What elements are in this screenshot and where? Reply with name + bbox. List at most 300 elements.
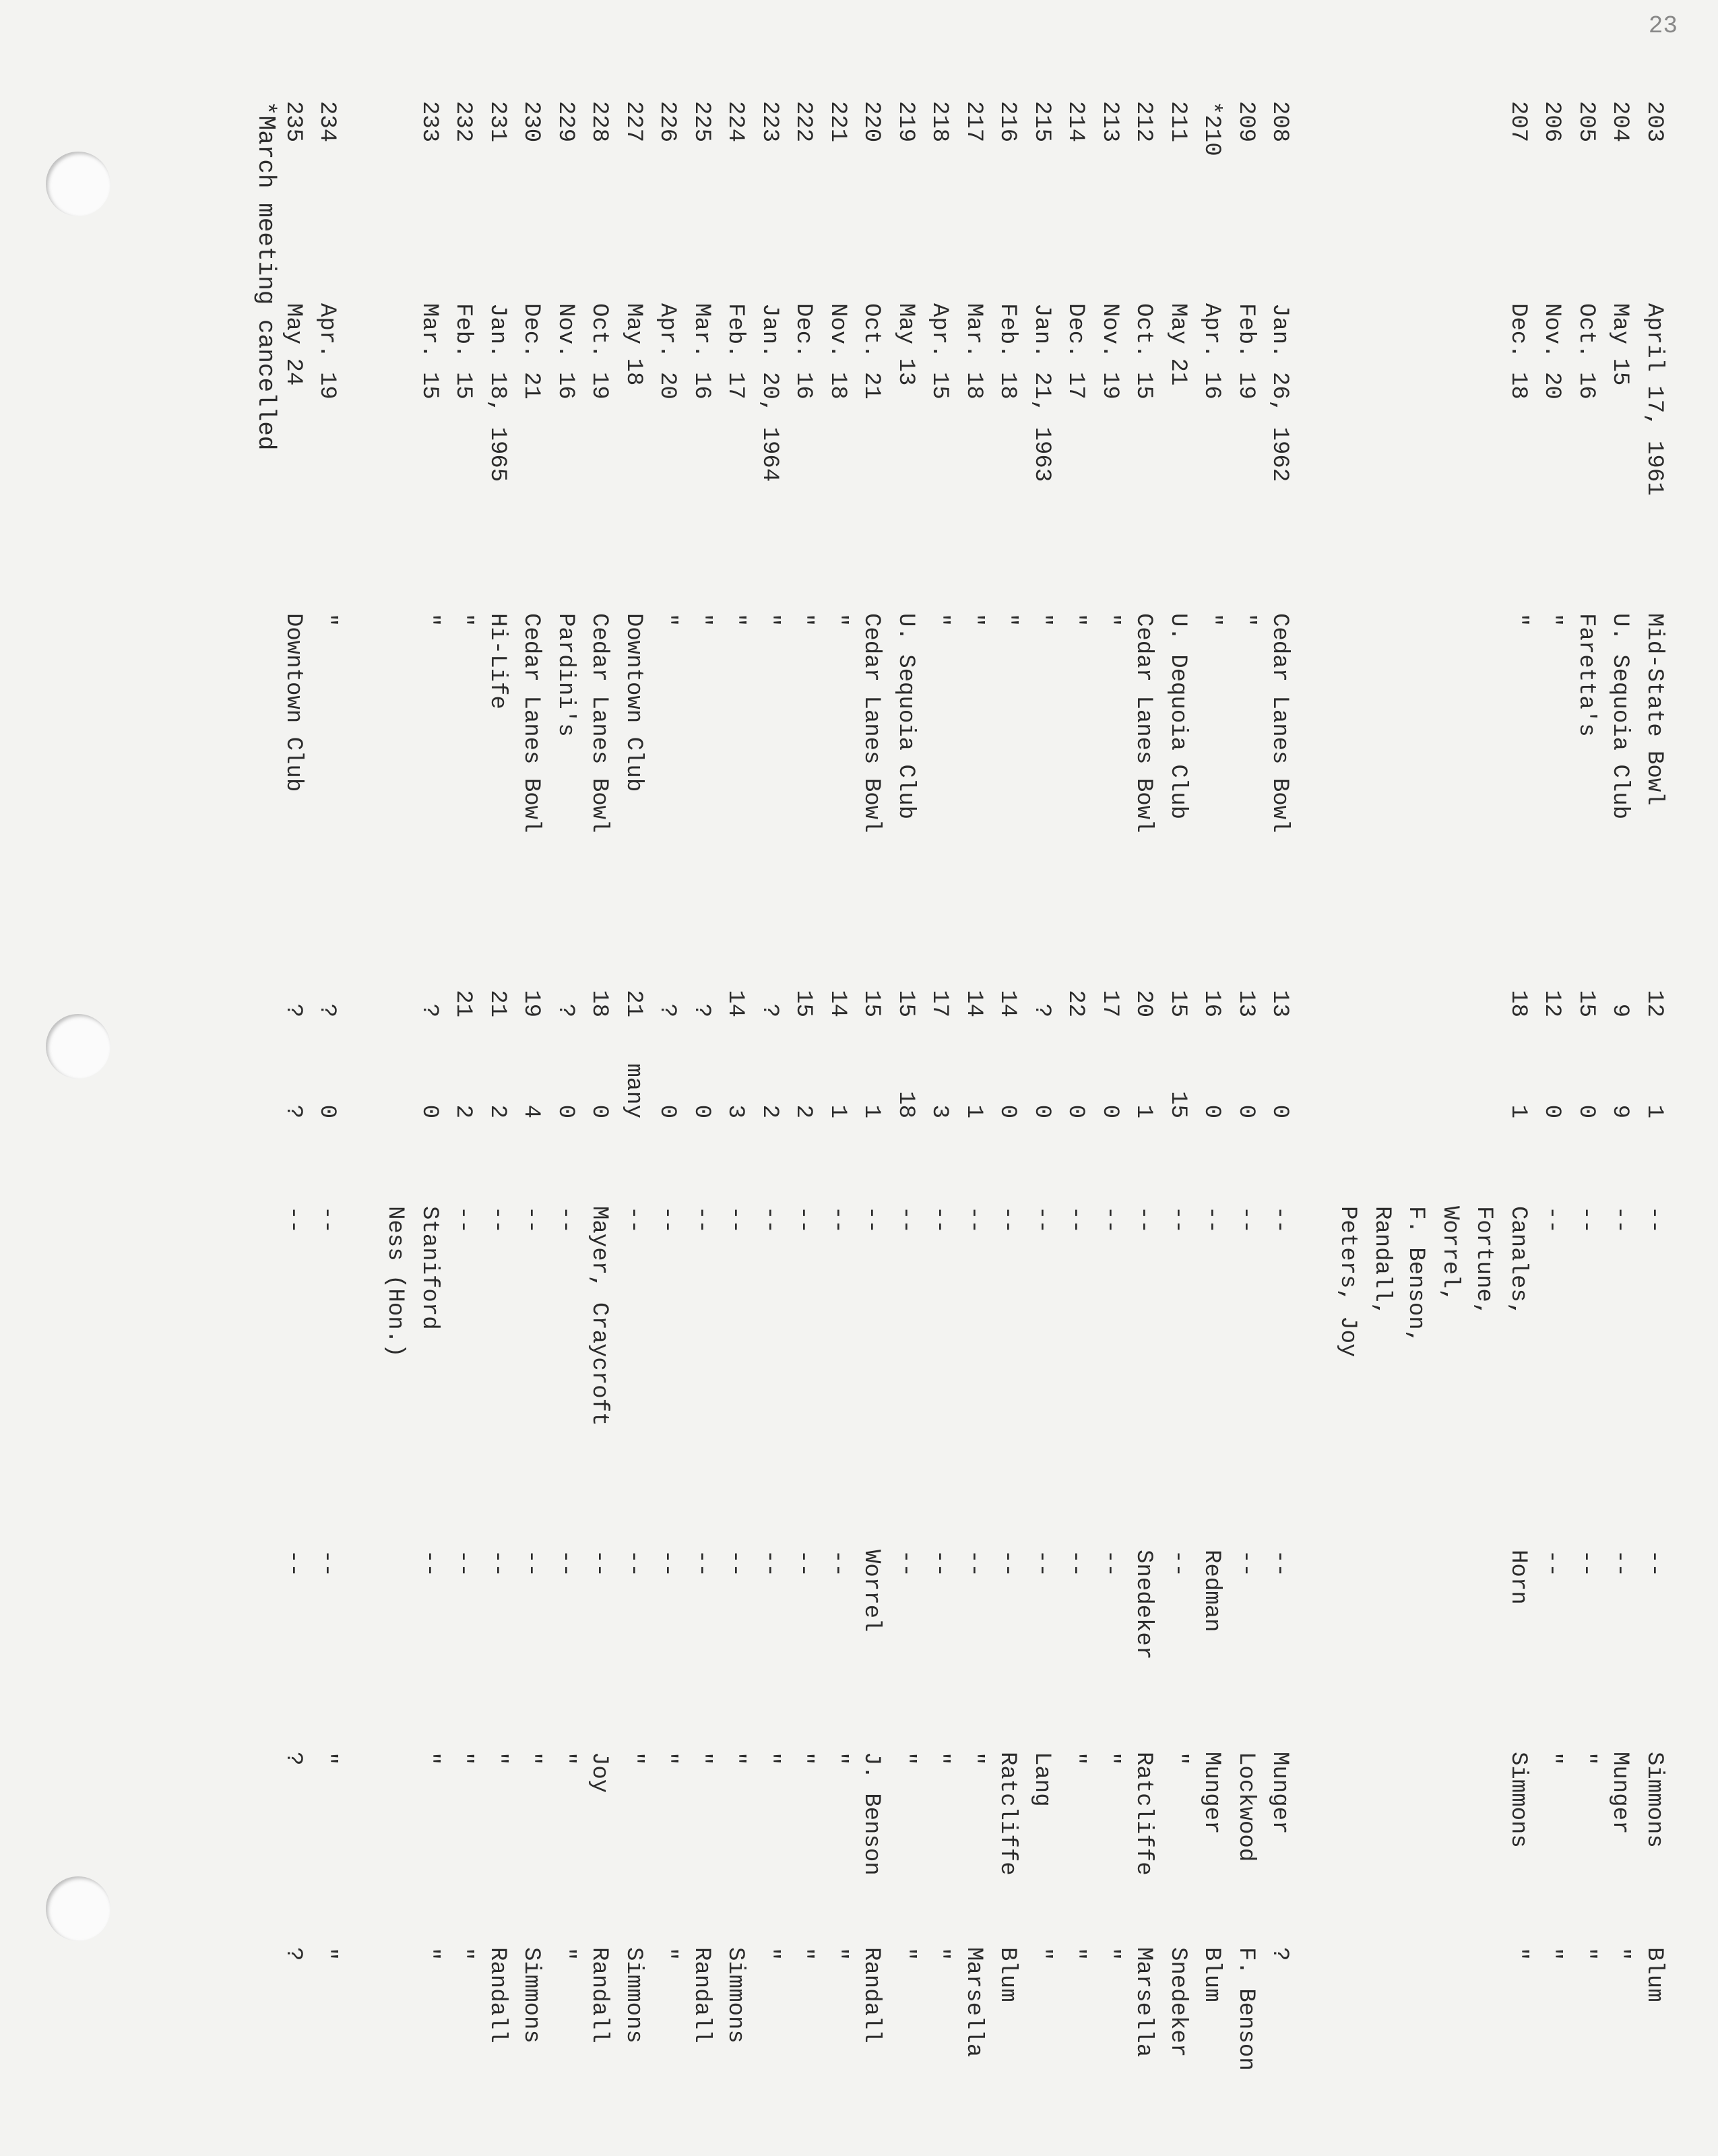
table-cell: Nov. 16 — [552, 303, 578, 400]
table-cell: " — [1097, 1752, 1122, 1766]
table-cell: -- — [722, 1550, 749, 1577]
table-cell: -- — [518, 1550, 544, 1577]
table-cell — [1467, 101, 1501, 189]
table-cell: " — [1505, 1947, 1531, 1961]
table-cell: 19 — [518, 990, 544, 1017]
table-cell: 0 — [1062, 1104, 1089, 1118]
table-cell: 16 — [1199, 990, 1225, 1017]
table-cell: " — [893, 1752, 918, 1766]
table-cell: -- — [1029, 1550, 1054, 1577]
table-cell: " — [314, 1752, 340, 1766]
page-number: 23 — [1648, 12, 1678, 40]
table-cell: -- — [722, 1206, 749, 1234]
table-cell: -- — [1573, 1206, 1599, 1234]
table-cell: Dec. 21 — [518, 303, 544, 400]
table-cell: -- — [1062, 1550, 1089, 1577]
table-cell: " — [654, 1947, 680, 1961]
table-cell — [1399, 1947, 1433, 2095]
table-cell: 232 — [450, 101, 476, 143]
table-cell: -- — [1267, 1206, 1293, 1234]
table-cell — [378, 1044, 412, 1118]
table-cell: 209 — [1233, 101, 1259, 143]
table-cell: " — [825, 613, 850, 627]
column-speaker — [276, 1550, 1672, 1698]
table-cell: Feb. 19 — [1233, 303, 1259, 400]
table-cell — [1331, 101, 1365, 189]
table-cell: 225 — [689, 101, 714, 143]
table-cell: -- — [1233, 1550, 1259, 1577]
table-cell: 21 — [450, 990, 476, 1017]
table-cell: -- — [552, 1550, 578, 1577]
table-cell — [378, 1752, 412, 1913]
table-cell: 13 — [1233, 990, 1259, 1017]
table-cell: 222 — [790, 101, 817, 143]
table-cell: 15 — [858, 990, 885, 1017]
table-cell: -- — [825, 1206, 850, 1234]
table-cell — [378, 1947, 412, 2095]
table-cell: 233 — [416, 101, 442, 143]
table-cell: 20 — [1131, 990, 1157, 1017]
table-cell: " — [552, 1752, 578, 1766]
table-cell: -- — [314, 1550, 340, 1577]
table-cell: 9 — [1607, 1104, 1633, 1118]
table-cell: -- — [790, 1550, 817, 1577]
table-cell — [1433, 1947, 1467, 2095]
table-cell: 215 — [1029, 101, 1054, 143]
table-cell: Munger — [1267, 1752, 1293, 1835]
table-cell: Joy — [586, 1752, 612, 1794]
table-cell: " — [689, 1752, 714, 1766]
table-cell: 0 — [1267, 1104, 1293, 1118]
column-attendance — [276, 970, 1672, 1017]
table-cell: Oct. 19 — [586, 303, 612, 400]
table-cell: 1 — [858, 1104, 885, 1118]
table-cell: -- — [825, 1550, 850, 1577]
table-cell: 2 — [790, 1104, 817, 1118]
table-cell: -- — [1131, 1206, 1157, 1234]
table-cell: April 17, 1961 — [1641, 303, 1667, 496]
table-cell: -- — [654, 1206, 680, 1234]
table-cell — [378, 101, 412, 189]
table-cell: Oct. 16 — [1573, 303, 1599, 400]
table-cell: -- — [416, 1550, 442, 1577]
table-cell: -- — [1641, 1206, 1667, 1234]
table-cell: 0 — [1233, 1104, 1259, 1118]
table-cell: Nov. 18 — [825, 303, 850, 400]
table-cell — [1399, 101, 1433, 189]
table-cell: U. Sequoia Club — [893, 613, 918, 820]
table-cell: Downtown Club — [280, 613, 306, 792]
table-cell: 15 — [893, 990, 918, 1017]
table-cell: Apr. 15 — [926, 303, 953, 400]
table-cell — [1331, 1044, 1365, 1118]
table-cell — [1467, 970, 1501, 1017]
table-cell — [1467, 1044, 1501, 1118]
table-cell — [1399, 303, 1433, 586]
table-cell: " — [1062, 1947, 1089, 1961]
table-cell: 221 — [825, 101, 850, 143]
table-cell: 213 — [1097, 101, 1122, 143]
table-cell: ? — [280, 1104, 306, 1118]
table-cell: " — [416, 1947, 442, 1961]
table-cell: J. Benson — [858, 1752, 885, 1876]
table-cell — [1399, 1752, 1433, 1913]
table-cell: Blum — [1199, 1947, 1225, 2002]
table-cell: 0 — [1199, 1104, 1225, 1118]
table-cell: -- — [1539, 1550, 1565, 1577]
table-cell — [1433, 1752, 1467, 1913]
table-cell: 15 — [790, 990, 817, 1017]
table-cell — [1467, 1752, 1501, 1913]
table-cell: -- — [1097, 1206, 1122, 1234]
table-cell: 17 — [926, 990, 953, 1017]
table-cell: Horn — [1505, 1550, 1531, 1605]
column-meeting-number — [276, 101, 1672, 189]
table-cell: -- — [1607, 1550, 1633, 1577]
table-cell — [378, 613, 412, 963]
table-cell: May 24 — [280, 303, 306, 386]
table-cell: ? — [280, 1003, 306, 1017]
table-cell: Apr. 16 — [1199, 303, 1225, 400]
table-cell: 228 — [586, 101, 612, 143]
table-cell: 219 — [893, 101, 918, 143]
table-cell — [1365, 1947, 1399, 2095]
table-cell: Feb. 15 — [450, 303, 476, 400]
table-cell: -- — [518, 1206, 544, 1234]
table-cell: " — [1573, 1752, 1599, 1766]
table-cell: -- — [450, 1206, 476, 1234]
table-cell: " — [994, 613, 1021, 627]
table-cell — [1399, 1044, 1433, 1118]
table-cell: 216 — [994, 101, 1021, 143]
table-cell: -- — [621, 1550, 646, 1577]
table-cell: 21 — [621, 990, 646, 1017]
table-cell: 1 — [961, 1104, 986, 1118]
table-cell: Apr. 19 — [314, 303, 340, 400]
table-cell: 1 — [825, 1104, 850, 1118]
table-cell — [1433, 101, 1467, 189]
table-cell: Dec. 18 — [1505, 303, 1531, 400]
table-cell: " — [825, 1752, 850, 1766]
table-cell: Cedar Lanes Bowl — [858, 613, 885, 833]
table-cell: Cedar Lanes Bowl — [586, 613, 612, 833]
table-cell: 18 — [893, 1091, 918, 1118]
table-cell: 230 — [518, 101, 544, 143]
table-cell — [1399, 970, 1433, 1017]
table-cell: ? — [689, 1003, 714, 1017]
table-cell: 0 — [314, 1104, 340, 1118]
table-cell: 2 — [484, 1104, 510, 1118]
binder-hole-middle — [46, 1014, 110, 1079]
table-cell: 231 — [484, 101, 510, 143]
table-cell: " — [1573, 1947, 1599, 1961]
table-cell: " — [1097, 613, 1122, 627]
table-cell: " — [1199, 613, 1225, 627]
table-cell: Nov. 19 — [1097, 303, 1122, 400]
table-cell: 227 — [621, 101, 646, 143]
table-cell: Snedeker — [1165, 1947, 1190, 2058]
table-cell: Ratcliffe — [994, 1752, 1021, 1876]
table-cell: 0 — [1539, 1104, 1565, 1118]
table-cell: -- — [484, 1550, 510, 1577]
table-cell: " — [689, 613, 714, 627]
table-cell: Jan. 26, 1962 — [1267, 303, 1293, 482]
table-cell: 217 — [961, 101, 986, 143]
table-cell — [1399, 1550, 1433, 1698]
table-cell — [1365, 303, 1399, 586]
table-cell: " — [552, 1947, 578, 1961]
table-cell — [1433, 613, 1467, 963]
table-cell: -- — [1199, 1206, 1225, 1234]
column-officer-a — [276, 1752, 1672, 1913]
table-cell: -- — [926, 1206, 953, 1234]
table-cell — [1467, 613, 1501, 963]
table-cell — [1365, 970, 1399, 1017]
table-cell: ? — [1029, 1003, 1054, 1017]
table-cell: -- — [1267, 1550, 1293, 1577]
table-cell: Randall, — [1369, 1206, 1395, 1317]
table-cell: Mar. 16 — [689, 303, 714, 400]
table-cell: " — [790, 1947, 817, 1961]
table-cell: 1 — [1505, 1104, 1531, 1118]
table-cell: 9 — [1607, 1003, 1633, 1017]
column-new-members — [276, 1206, 1672, 1516]
table-cell: Pardini's — [552, 613, 578, 737]
table-cell: Marsella — [961, 1947, 986, 2058]
table-cell: " — [1029, 1947, 1054, 1961]
table-cell: Jan. 21, 1963 — [1029, 303, 1054, 482]
table-cell: Fortune, — [1471, 1206, 1497, 1317]
table-cell: Randall — [586, 1947, 612, 2043]
table-cell: " — [1539, 1947, 1565, 1961]
table-cell: Simmons — [518, 1947, 544, 2043]
table-cell: Feb. 18 — [994, 303, 1021, 400]
table-cell: " — [314, 1947, 340, 1961]
table-cell: Randall — [689, 1947, 714, 2043]
table-cell: -- — [994, 1206, 1021, 1234]
table-cell: U. Dequoia Club — [1165, 613, 1190, 820]
table-cell: 0 — [416, 1104, 442, 1118]
table-cell: " — [1029, 613, 1054, 627]
table-cell: ? — [1267, 1947, 1293, 1961]
table-cell: Simmons — [621, 1947, 646, 2043]
table-cell: -- — [314, 1206, 340, 1234]
table-cell: -- — [858, 1206, 885, 1234]
table-cell: 207 — [1505, 101, 1531, 143]
table-cell: Marsella — [1131, 1947, 1157, 2058]
table-cell: 15 — [1165, 1091, 1190, 1118]
table-cell: -- — [1165, 1550, 1190, 1577]
table-cell: Downtown Club — [621, 613, 646, 792]
table-cell: May 15 — [1607, 303, 1633, 386]
table-cell: May 21 — [1165, 303, 1190, 386]
table-cell: 1 — [1131, 1104, 1157, 1118]
table-cell: Snedeker — [1131, 1550, 1157, 1660]
table-cell: 14 — [722, 990, 749, 1017]
table-cell — [1331, 1947, 1365, 2095]
table-cell: -- — [1539, 1206, 1565, 1234]
table-cell: 224 — [722, 101, 749, 143]
table-cell: -- — [1165, 1206, 1190, 1234]
table-cell: 0 — [654, 1104, 680, 1118]
table-cell: 3 — [926, 1104, 953, 1118]
table-cell: 205 — [1573, 101, 1599, 143]
table-cell: 211 — [1165, 101, 1190, 143]
table-cell: " — [926, 1947, 953, 1961]
table-cell: " — [621, 1752, 646, 1766]
table-cell: -- — [757, 1550, 782, 1577]
table-cell — [1331, 613, 1365, 963]
table-cell: 235 — [280, 101, 306, 143]
table-cell: " — [1233, 613, 1259, 627]
table-cell: -- — [552, 1206, 578, 1234]
table-cell: " — [1062, 613, 1089, 627]
table-cell: -- — [757, 1206, 782, 1234]
table-cell: " — [1539, 1752, 1565, 1766]
table-cell: 17 — [1097, 990, 1122, 1017]
table-cell: 226 — [654, 101, 680, 143]
table-cell: ? — [280, 1947, 306, 1961]
table-cell: 2 — [757, 1104, 782, 1118]
column-date — [276, 303, 1672, 586]
table-cell — [378, 303, 412, 586]
table-cell: many — [621, 1063, 646, 1118]
table-cell: Lockwood — [1233, 1752, 1259, 1862]
table-cell: F. Benson, — [1403, 1206, 1429, 1344]
table-cell — [1365, 613, 1399, 963]
binder-hole-top — [46, 152, 110, 216]
table-cell: Munger — [1199, 1752, 1225, 1835]
table-cell: Blum — [994, 1947, 1021, 2002]
table-cell: Munger — [1607, 1752, 1633, 1835]
table-cell: Simmons — [1641, 1752, 1667, 1848]
table-cell: 13 — [1267, 990, 1293, 1017]
table-cell: 0 — [1029, 1104, 1054, 1118]
table-cell: " — [790, 613, 817, 627]
table-cell: " — [926, 1752, 953, 1766]
table-cell: " — [484, 1752, 510, 1766]
table-cell: Apr. 20 — [654, 303, 680, 400]
table-cell: " — [450, 1752, 476, 1766]
table-cell: ? — [654, 1003, 680, 1017]
table-cell: -- — [961, 1550, 986, 1577]
table-cell: 12 — [1539, 990, 1565, 1017]
table-cell: 14 — [825, 990, 850, 1017]
table-cell — [1365, 1550, 1399, 1698]
table-cell: " — [1539, 613, 1565, 627]
table-cell: -- — [586, 1550, 612, 1577]
table-cell: Feb. 17 — [722, 303, 749, 400]
table-cell: Worrel — [858, 1550, 885, 1632]
table-cell: -- — [621, 1206, 646, 1234]
table-cell: May 13 — [893, 303, 918, 386]
table-cell: 4 — [518, 1104, 544, 1118]
table-cell: -- — [280, 1550, 306, 1577]
table-cell: Ratcliffe — [1131, 1752, 1157, 1876]
table-cell: " — [314, 613, 340, 627]
table-cell: -- — [994, 1550, 1021, 1577]
table-cell: Simmons — [1505, 1752, 1531, 1848]
table-cell — [1467, 1550, 1501, 1698]
table-cell: Redman — [1199, 1550, 1225, 1632]
table-cell: ? — [757, 1003, 782, 1017]
table-cell: -- — [1062, 1206, 1089, 1234]
table-cell: Randall — [484, 1947, 510, 2043]
table-cell — [1433, 303, 1467, 586]
table-cell: 0 — [586, 1104, 612, 1118]
table-cell: 22 — [1062, 990, 1089, 1017]
table-cell: " — [926, 613, 953, 627]
table-cell: 15 — [1573, 990, 1599, 1017]
table-cell: 21 — [484, 990, 510, 1017]
table-cell: Nov. 20 — [1539, 303, 1565, 400]
table-cell: -- — [689, 1206, 714, 1234]
table-cell — [1331, 303, 1365, 586]
table-cell: -- — [1573, 1550, 1599, 1577]
table-cell: Cedar Lanes Bowl — [518, 613, 544, 833]
table-cell: 212 — [1131, 101, 1157, 143]
table-cell: ? — [280, 1752, 306, 1766]
table-cell — [378, 1550, 412, 1698]
table-cell: " — [450, 613, 476, 627]
table-cell — [378, 970, 412, 1017]
table-cell: 2 — [450, 1104, 476, 1118]
table-cell: " — [825, 1947, 850, 1961]
table-cell: " — [757, 613, 782, 627]
table-cell: -- — [1233, 1206, 1259, 1234]
table-cell: Oct. 15 — [1131, 303, 1157, 400]
table-cell: " — [1062, 1752, 1089, 1766]
table-cell: Jan. 20, 1964 — [757, 303, 782, 482]
table-cell: May 18 — [621, 303, 646, 386]
table-cell: " — [757, 1947, 782, 1961]
table-cell: " — [722, 613, 749, 627]
table-cell: Mar. 18 — [961, 303, 986, 400]
table-cell: Worrel, — [1437, 1206, 1463, 1302]
table-cell: " — [893, 1947, 918, 1961]
table-cell: " — [1505, 613, 1531, 627]
footnote: *March meeting cancelled — [252, 101, 280, 451]
table-cell: 3 — [722, 1104, 749, 1118]
table-cell: Blum — [1641, 1947, 1667, 2002]
table-cell — [1467, 1947, 1501, 2095]
table-cell — [1365, 101, 1399, 189]
table-cell: 12 — [1641, 990, 1667, 1017]
table-cell: 14 — [961, 990, 986, 1017]
table-cell: Staniford — [416, 1206, 442, 1330]
table-cell: -- — [1097, 1550, 1122, 1577]
column-count — [276, 1044, 1672, 1118]
column-place — [276, 613, 1672, 963]
table-cell: " — [961, 613, 986, 627]
table-cell: " — [961, 1752, 986, 1766]
table-cell: U. Sequoia Club — [1607, 613, 1633, 820]
table-cell: -- — [926, 1550, 953, 1577]
table-cell: -- — [689, 1550, 714, 1577]
table-cell: -- — [961, 1206, 986, 1234]
table-cell — [1331, 1752, 1365, 1913]
table-cell: 223 — [757, 101, 782, 143]
table-cell: 18 — [586, 990, 612, 1017]
table-cell: Lang — [1029, 1752, 1054, 1807]
table-cell: 234 — [314, 101, 340, 143]
table-cell: -- — [654, 1550, 680, 1577]
table-cell — [1467, 303, 1501, 586]
table-cell: -- — [484, 1206, 510, 1234]
table-cell: " — [1097, 1947, 1122, 1961]
table-cell: " — [654, 613, 680, 627]
meeting-log-table — [243, 101, 1671, 2071]
